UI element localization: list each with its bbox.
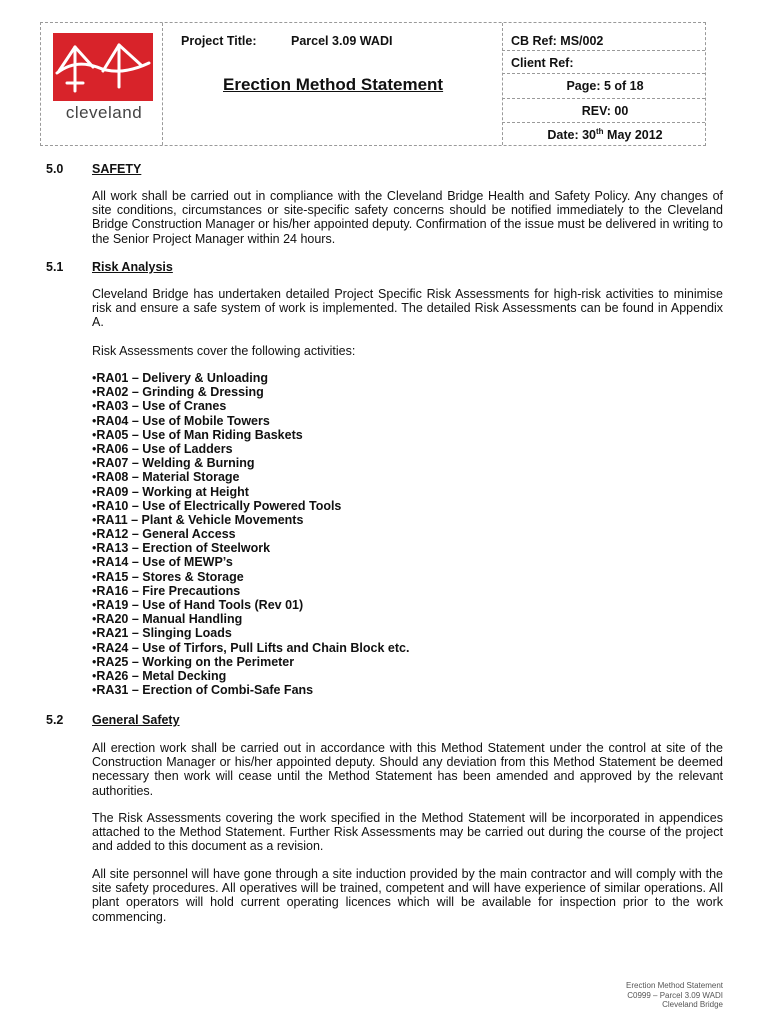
page-footer (626, 981, 723, 1010)
list-item: • RA21 – Slinging Loads (92, 626, 409, 640)
list-item: • RA12 – General Access (92, 527, 409, 541)
section-heading-risk-analysis: Risk Analysis (92, 260, 173, 274)
list-item: • RA09 – Working at Height (92, 485, 409, 499)
revision: REV: 00 (581, 104, 629, 118)
list-item: • RA14 – Use of MEWP’s (92, 555, 409, 569)
header-divider (502, 50, 705, 51)
list-item: • RA08 – Material Storage (92, 470, 409, 484)
section-heading-general-safety: General Safety (92, 713, 180, 727)
header-divider (162, 23, 163, 145)
list-item: • RA15 – Stores & Storage (92, 570, 409, 584)
general-safety-paragraph-3: All site personnel will have gone through a site induction provided by the main contractor and will comply with the site safety procedures. All operatives will be trained, competent and will have experience of similar operations. All plant operators will hold current operating licences which will be available for inspection prior to the work commencing. (92, 867, 723, 924)
list-item: • RA03 – Use of Cranes (92, 399, 409, 413)
list-item: • RA24 – Use of Tirfors, Pull Lifts and Chain Block etc. (92, 641, 409, 655)
list-item: • RA19 – Use of Hand Tools (Rev 01) (92, 598, 409, 612)
risk-analysis-paragraph: Cleveland Bridge has undertaken detailed Project Specific Risk Assessments for high-risk activities to minimise risk and ensure a safe system of work is implemented. The detailed Risk Assessments can be found in Appendix A. (92, 287, 723, 330)
header-divider (502, 122, 705, 123)
list-item: • RA01 – Delivery & Unloading (92, 371, 409, 385)
bridge-logo-icon (53, 33, 153, 101)
list-item: • RA10 – Use of Electrically Powered Tools (92, 499, 409, 513)
company-logo (53, 33, 155, 131)
section-number: 5.2 (46, 713, 64, 727)
list-item: • RA05 – Use of Man Riding Baskets (92, 428, 409, 442)
logo-text: cleveland (65, 103, 143, 122)
page-number: Page: 5 of 18 (566, 79, 644, 93)
list-item: • RA04 – Use of Mobile Towers (92, 414, 409, 428)
list-item: • RA31 – Erection of Combi-Safe Fans (92, 683, 409, 697)
document-title: Erection Method Statement (223, 75, 444, 94)
risk-assessments-intro: Risk Assessments cover the following activities: (92, 344, 356, 358)
section-heading-safety: SAFETY (92, 162, 142, 176)
cb-ref: CB Ref: MS/002 (511, 34, 604, 48)
general-safety-paragraph-2: The Risk Assessments covering the work specified in the Method Statement will be incorporated in appendices attached to the Method Statement. Further Risk Assessments may be carried out during the course of the project and added to this document as a revision. (92, 811, 723, 854)
risk-assessment-list (92, 371, 409, 697)
section-number: 5.1 (46, 260, 64, 274)
section-number: 5.0 (46, 162, 64, 176)
list-item: • RA02 – Grinding & Dressing (92, 385, 409, 399)
document-header (40, 22, 706, 146)
footer-line: Erection Method Statement (626, 981, 723, 990)
header-divider (502, 73, 705, 74)
list-item: • RA06 – Use of Ladders (92, 442, 409, 456)
list-item: • RA11 – Plant & Vehicle Movements (92, 513, 409, 527)
footer-line: Cleveland Bridge (662, 1000, 723, 1009)
list-item: • RA07 – Welding & Burning (92, 456, 409, 470)
client-ref: Client Ref: (511, 56, 574, 70)
safety-paragraph: All work shall be carried out in compliance with the Cleveland Bridge Health and Safety Policy. Any changes of site conditions, circumstances or site-specific safety concerns should be notified immediately to the Cleveland Bridge Construction Manager or his/her appointed deputy. Confirmation of the issue must be delivered in writing to the Senior Project Manager within 24 hours. (92, 189, 723, 246)
list-item: • RA26 – Metal Decking (92, 669, 409, 683)
general-safety-paragraph-1: All erection work shall be carried out in accordance with this Method Statement under the control at site of the Construction Manager or his/her appointed deputy. Should any deviation from this Method Statement be deemed necessary then work will cease until the Method Statement has been amended and approved by the relevant authorities. (92, 741, 723, 798)
list-item: • RA13 – Erection of Steelwork (92, 541, 409, 555)
document-date: Date: 30th May 2012 (547, 127, 663, 143)
list-item: • RA25 – Working on the Perimeter (92, 655, 409, 669)
list-item: • RA16 – Fire Precautions (92, 584, 409, 598)
header-divider (502, 98, 705, 99)
footer-line: C0999 – Parcel 3.09 WADI (627, 990, 723, 1000)
project-title-value: Parcel 3.09 WADI (291, 34, 393, 48)
list-item: • RA20 – Manual Handling (92, 612, 409, 626)
project-title-label: Project Title: (181, 34, 257, 48)
